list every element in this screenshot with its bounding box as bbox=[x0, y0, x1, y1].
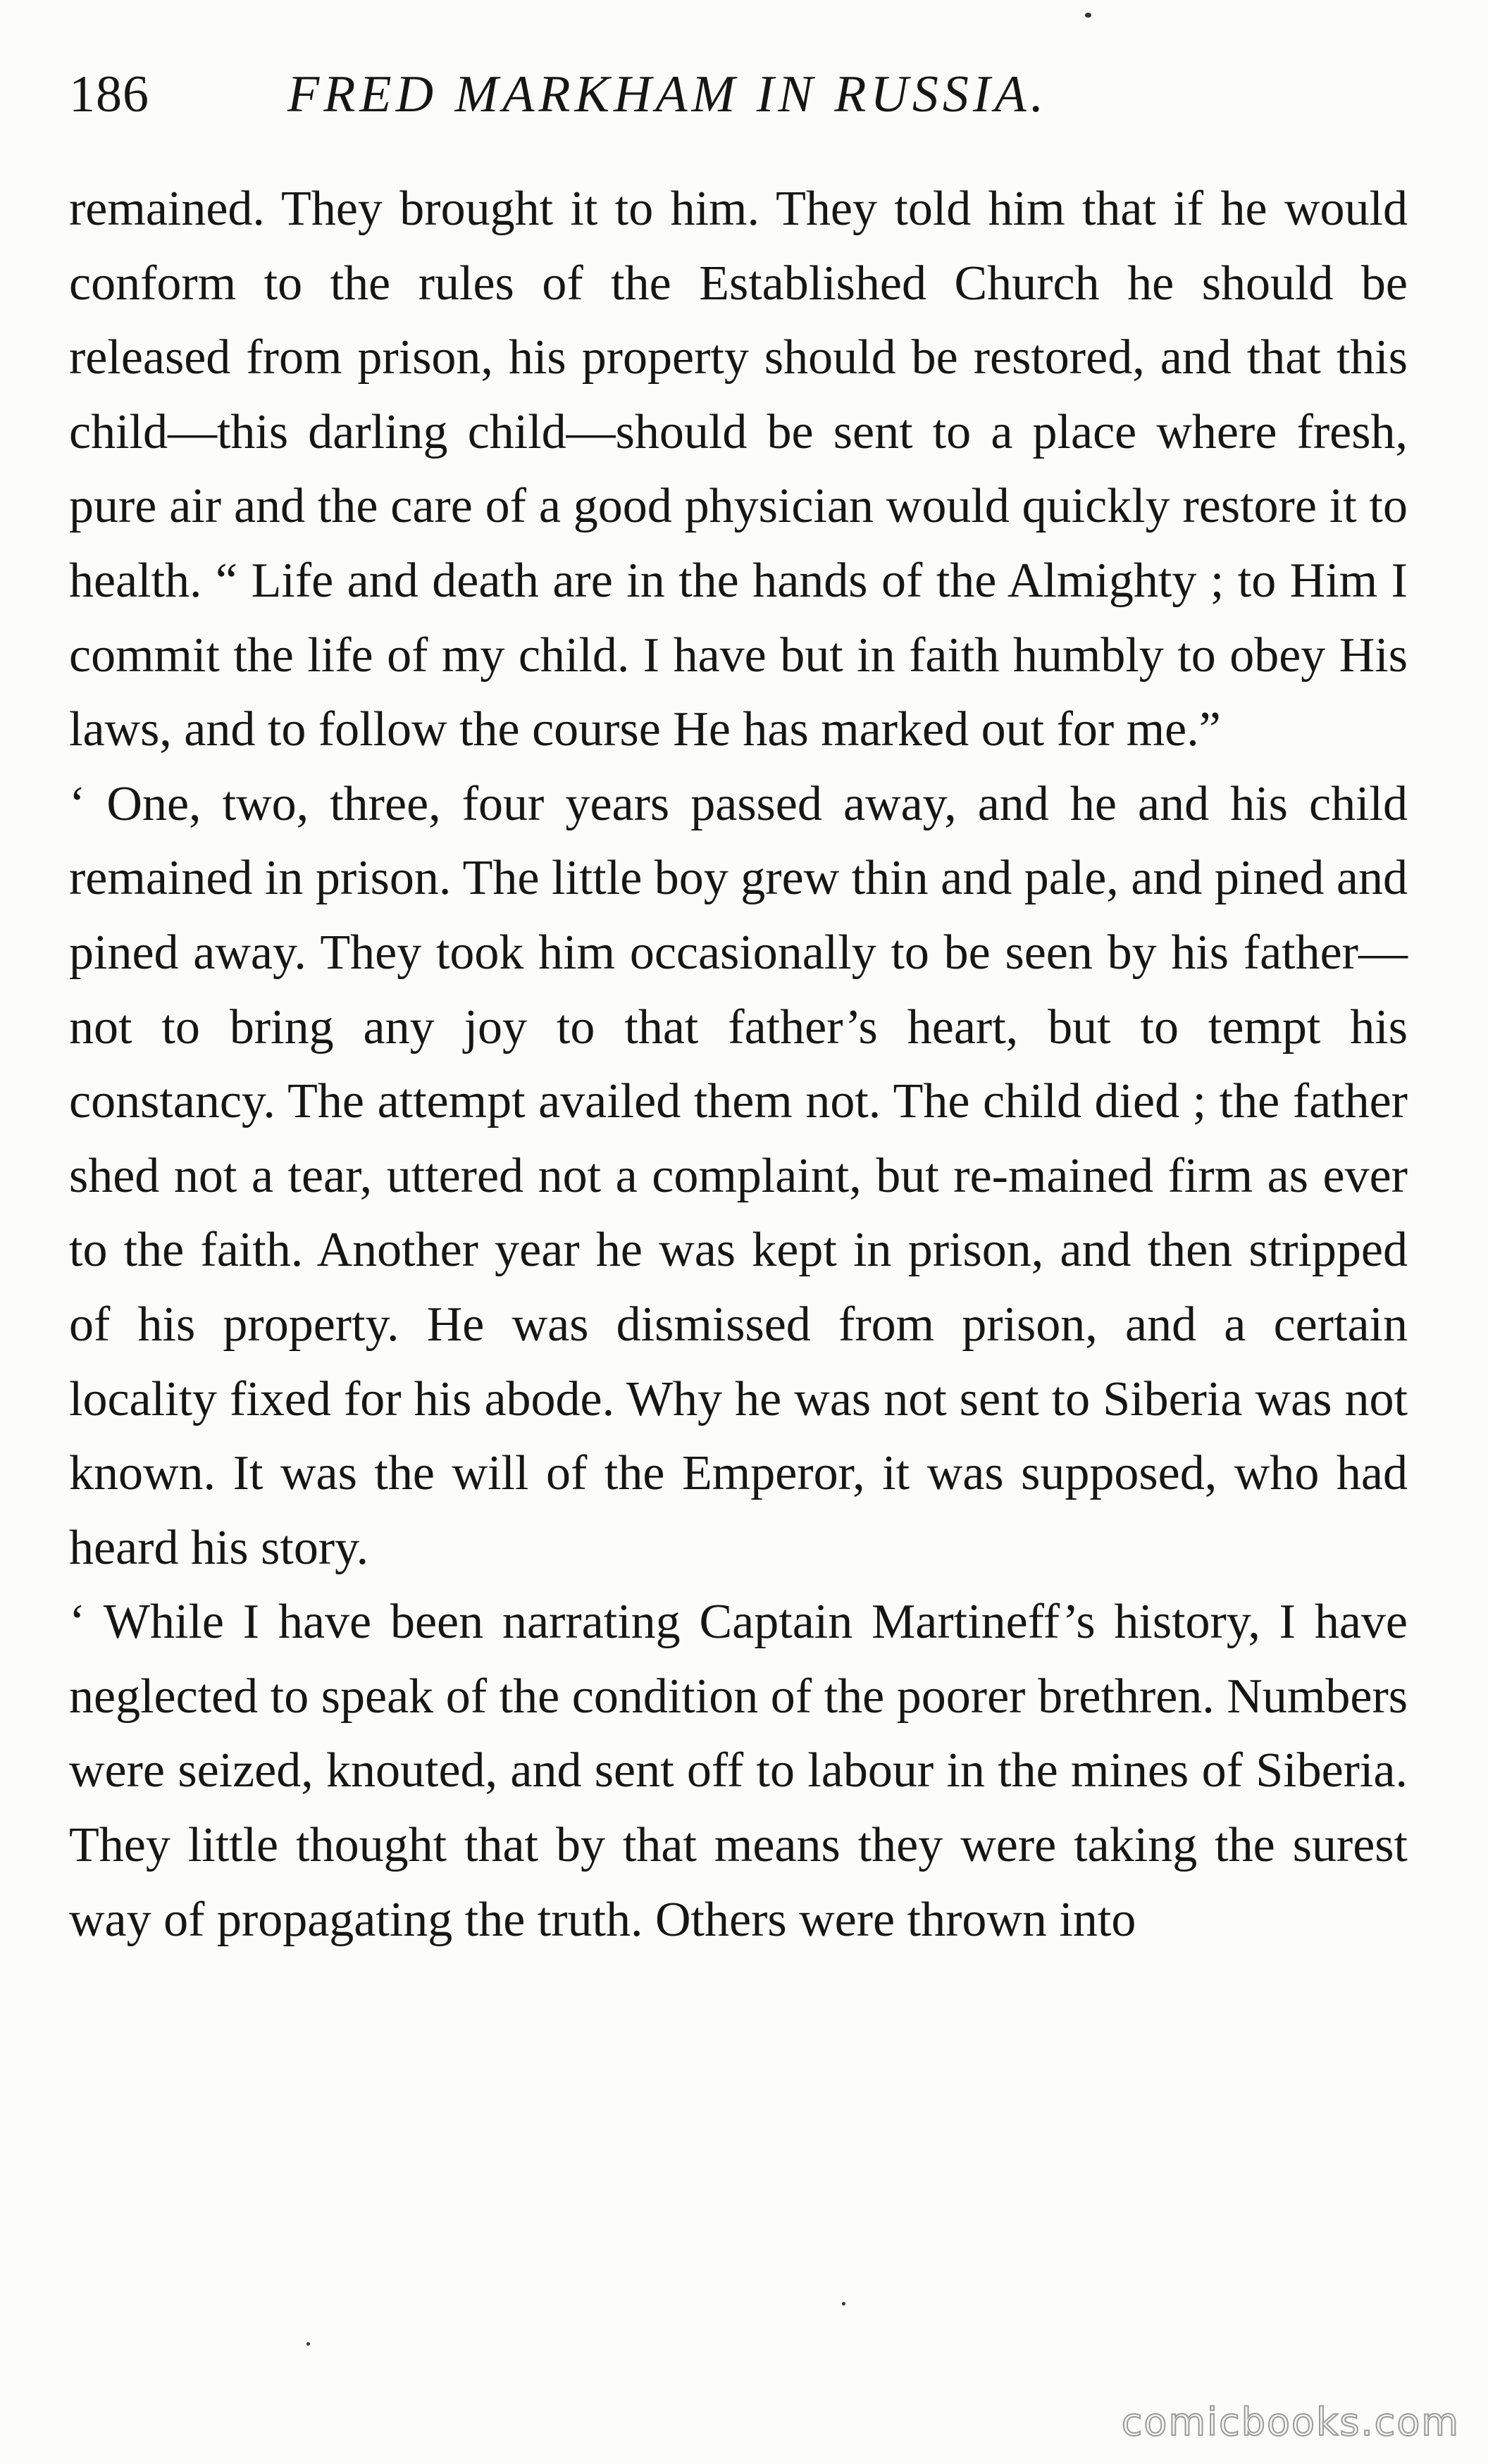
print-speck bbox=[842, 2302, 845, 2306]
body-text bbox=[69, 172, 1408, 1957]
paragraph-3: ‘ While I have been narrating Captain Martineff’s history, I have neglected to speak of the condition of the poorer brethren. Numbers were seized, knouted, and sent off to labour in the mines of Siberia. They little thought that by that means they were taking the surest way of propagating the truth. Others were thrown into bbox=[69, 1595, 1408, 1947]
page-number: 186 bbox=[69, 66, 149, 123]
paragraph-1: remained. They brought it to him. They told him that if he would conform to the rules of the Established Church he should be released from prison, his property should be restored, and that this child—this darling child—should be sent to a place where fresh, pure air and the care of a good physician would quickly restore it to health. “ Life and death are in the hands of the Almighty ; to Him I commit the life of my child. I have but in faith humbly to obey His laws, and to follow the course He has marked out for me.” bbox=[69, 182, 1408, 757]
watermark-logo: comicbooks.com bbox=[1121, 2400, 1460, 2444]
paragraph-2: ‘ One, two, three, four years passed away, and he and his child remained in prison. The little boy grew thin and pale, and pined and pined away. They took him occasionally to be seen by his father—not to bring any joy to that father’s heart, but to tempt his constancy. The attempt availed them not. The child died ; the father shed not a tear, uttered not a complaint, but re-mained firm as ever to the faith. Another year he was kept in prison, and then stripped of his property. He was dismissed from prison, and a certain locality fixed for his abode. Why he was not sent to Siberia was not known. It was the will of the Emperor, it was supposed, who had heard his story. bbox=[69, 776, 1408, 1575]
running-title: FRED MARKHAM IN RUSSIA. bbox=[287, 66, 1048, 123]
print-speck bbox=[1085, 13, 1091, 18]
print-speck bbox=[306, 2342, 310, 2346]
running-head bbox=[69, 65, 1408, 149]
